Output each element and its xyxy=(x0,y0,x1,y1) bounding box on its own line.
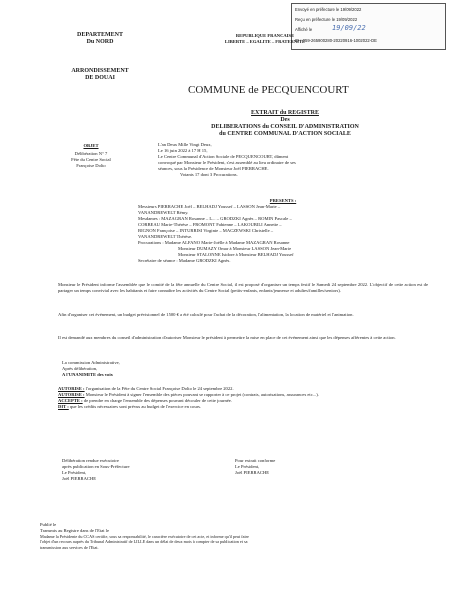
signature-right-name: Joël PIERRACHE xyxy=(235,470,270,475)
stamp-sent-line: Envoyé en préfecture le 19/09/2022 xyxy=(295,7,362,12)
body-paragraph-3: Il est demandé aux membres du conseil d'administration d'autoriser Monsieur le président à permettre la mise en place de cet événement ainsi que les dépenses afférentes à cette action. xyxy=(58,335,396,340)
presents-block xyxy=(138,198,428,264)
body-paragraph-2: Afin d'organiser cet événement, un budget prévisionnel de 1500 € a été calculé pour l'achat de la décoration, l'alimentation, la location de matériel et l'animation. xyxy=(58,312,354,317)
procuration-line: Monsieur DUMAZY Omar à Monsieur LASSON Jean-Marie xyxy=(178,246,292,251)
commission-line: Après délibération, xyxy=(62,366,98,371)
republic-motto: LIBERTE – EGALITE – FRATERNITE xyxy=(224,39,306,44)
stamp-id-line: ID : 059-265900280-20220916-1002022-DE xyxy=(295,38,377,43)
register-title-des: Des xyxy=(280,117,290,123)
register-title-ccas: du CENTRE COMMUNAL D'ACTION SOCIALE xyxy=(219,131,351,137)
stamp-posted-line: Affiché le xyxy=(295,27,313,32)
signature-right-line: Le Président, xyxy=(235,464,260,469)
presents-line: VANANDREWELT Rémy. xyxy=(138,210,189,215)
signature-left-line: Délibération rendue exécutoire xyxy=(62,458,119,463)
republic-block xyxy=(215,33,315,45)
commission-block xyxy=(62,360,262,378)
intro-block xyxy=(158,142,428,178)
department-block xyxy=(55,32,145,46)
secretary-line: Secrétaire de séance : Madame GRODZKI Agnès. xyxy=(138,258,231,263)
commune-title: COMMUNE de PECQUENCOURT xyxy=(188,84,349,96)
register-title: EXTRAIT du REGISTRE xyxy=(251,110,319,116)
legal-line: Madame la Présidente du CCAS certifie, sous sa responsabilité, le caractère exécutoire de cet acte, et informe qu'il peut faire xyxy=(40,534,249,539)
arrondissement-block xyxy=(55,68,145,82)
decision-text: l'organisation de la Fête du Centre Social Françoise Dolto le 24 septembre 2022. xyxy=(85,386,234,391)
signature-right-line: Pour extrait conforme xyxy=(235,458,276,463)
register-title-deliberations: DELIBERATIONS du CONSEIL D'ADMINISTRATION xyxy=(211,124,359,130)
signature-right xyxy=(235,458,375,476)
intro-line: Le Centre Communal d'Action Sociale de PECQUENCOURT, dûment xyxy=(158,154,289,159)
intro-line: séances, sous la Présidence de Monsieur Joël PIERRACHE. xyxy=(158,166,269,171)
unanimity-line: A l'UNANIMITE des voix xyxy=(62,372,113,377)
subject-line1: Fête du Centre Social xyxy=(71,157,111,162)
decision-label: AUTORISE : xyxy=(58,392,85,397)
decision-text: Monsieur le Président à signer l'ensemble des pièces pouvant se rapporter à ce projet (contrats, autorisations, assurances etc...). xyxy=(85,392,319,397)
stamp-received-line: Reçu en préfecture le 19/09/2022 xyxy=(295,17,358,22)
published-line: Publié le xyxy=(40,522,57,527)
stamp-handwritten-date: 19/09/22 xyxy=(332,24,366,32)
intro-line: Votants 17 dont 3 Procurations. xyxy=(180,172,238,177)
legal-line: transmission aux services de l'Etat. xyxy=(40,544,99,550)
decisions-block xyxy=(58,386,428,410)
presents-line: VANANDREWELT Thérèse. xyxy=(138,234,193,239)
intro-line: Le 16 juin 2022 à 17 H 15, xyxy=(158,148,208,153)
arrondissement-name: DE DOUAI xyxy=(85,75,115,81)
procuration-line: Procurations : Madame ALFANO Marie-Joëlle à Madame MAZAGRAN Rosanne xyxy=(138,240,290,245)
decision-text: que les crédits nécessaires sont prévus au budget de l'exercice en cours. xyxy=(69,404,202,409)
presents-line: Messieurs PIERRACHE Joël – BELHADJ Youssef – LASSON Jean-Marie – xyxy=(138,204,281,209)
subject-line2: Françoise Dolto xyxy=(76,163,106,168)
presents-line: CORBEAU Marie-Thérèse – FROMONT Fabienne – LAKOUBILI Annette – xyxy=(138,222,282,227)
intro-line: L'an Deux Mille Vingt Deux, xyxy=(158,142,212,147)
signature-left-name: Joël PIERRACHE xyxy=(62,476,97,481)
footer-block xyxy=(40,522,432,550)
body-paragraph-1: Monsieur le Président informe l'assemblée que le comité de la fête annuelle du Centre Social, il est proposé d'organiser un temps festif le Samedi 24 septembre 2022. L'objectif de cette action est de partager un temps convivial avec les habitants et faire connaître les activités du Centre Social (petits-enfants, enfants/jeunesse et adultes/familles/seniors). xyxy=(58,282,428,293)
department-name: Du NORD xyxy=(86,39,114,45)
decision-label: AUTORISE : xyxy=(58,386,85,391)
department-label: DEPARTEMENT xyxy=(76,32,123,38)
signature-left xyxy=(62,458,202,482)
register-title-block xyxy=(150,110,420,138)
arrondissement-label: ARRONDISSEMENT xyxy=(71,68,129,74)
republic-title: REPUBLIQUE FRANCAISE xyxy=(235,33,295,38)
decision-dit xyxy=(58,404,428,410)
transmitted-line: Transmis au Registre dans de l'Etat le xyxy=(40,528,110,533)
deliberation-number: Délibération N° 7 xyxy=(74,151,108,156)
presents-line: BIGNON Françoise – INTURRISI Virginie – MACZEWSKI Christelle – xyxy=(138,228,274,233)
intro-line: convoqué par Monsieur le Président, s'est assemblé au lieu ordinaire de ses xyxy=(158,160,296,165)
decision-label: ACCEPTE : xyxy=(58,398,83,403)
decision-label: DIT : xyxy=(58,404,69,409)
presents-line: Mesdames : MAZAGRAN Rosanne – L... – GRODZKI Agnès – ROMIN Pascale – xyxy=(138,216,292,221)
signature-left-line: Le Président, xyxy=(62,470,87,475)
procuration-line: Monsieur STALONNE Isidore à Monsieur BELHADJ Youssef xyxy=(178,252,294,257)
legal-line: l'objet d'un recours auprès du Tribunal Administratif de LILLE dans un délai de deux mois à compter de sa publication et sa xyxy=(40,539,248,545)
presents-heading: PRESENTS : xyxy=(269,198,297,203)
commission-line: La commission Administrative, xyxy=(62,360,120,365)
objet-label: OBJET xyxy=(83,143,99,148)
objet-block xyxy=(55,143,127,169)
signature-left-line: après publication en Sous-Préfecture xyxy=(62,464,130,469)
decision-text: de prendre en charge l'ensemble des dépenses pouvant découler de cette journée. xyxy=(83,398,232,403)
